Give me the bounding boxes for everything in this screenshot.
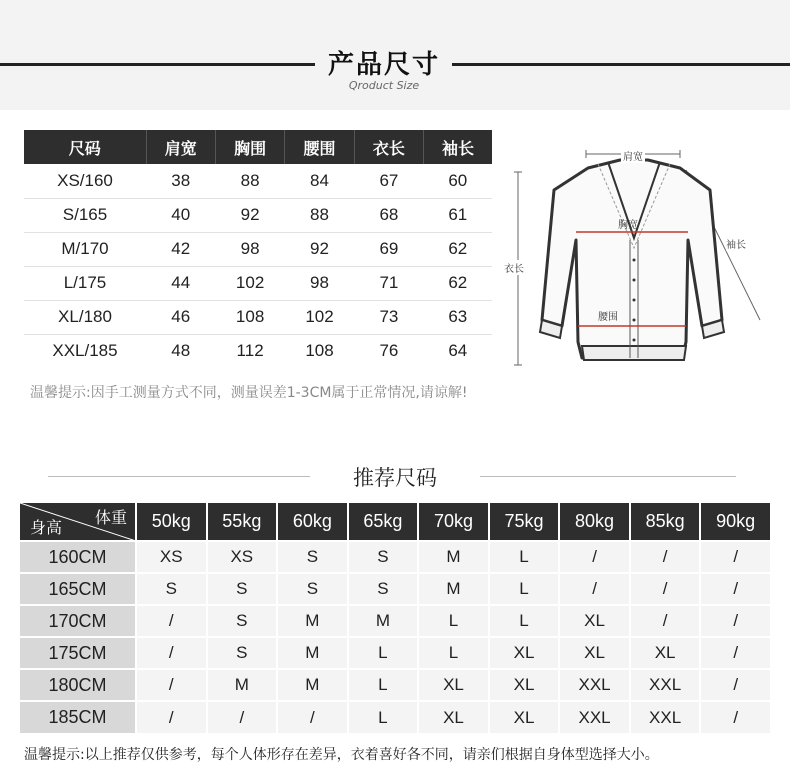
recommend-size-cell: XS	[136, 541, 207, 573]
header-rule-right	[452, 63, 790, 66]
recommend-rule-right	[480, 476, 736, 477]
recommend-size-cell: /	[700, 541, 771, 573]
size-table-cell: 67	[354, 164, 423, 198]
size-table-cell: 84	[285, 164, 354, 198]
size-table	[24, 130, 492, 368]
recommend-size-cell: /	[700, 637, 771, 669]
recommend-weight-header: 90kg	[700, 503, 771, 541]
recommend-size-cell: /	[630, 605, 701, 637]
recommend-size-cell: M	[277, 605, 348, 637]
size-table-row	[24, 334, 492, 368]
recommend-size-cell: L	[348, 669, 419, 701]
recommend-size-cell: XL	[489, 637, 560, 669]
recommend-size-cell: /	[136, 701, 207, 733]
diagram-label-length: 衣长	[504, 260, 524, 275]
recommend-size-cell: XL	[418, 669, 489, 701]
size-table-cell: 38	[146, 164, 215, 198]
size-table-cell: 62	[424, 232, 492, 266]
recommend-size-cell: /	[630, 541, 701, 573]
recommend-size-cell: /	[700, 573, 771, 605]
recommend-size-cell: M	[277, 637, 348, 669]
recommend-size-cell: XL	[559, 605, 630, 637]
recommend-size-cell: L	[489, 573, 560, 605]
recommend-size-cell: XXL	[630, 669, 701, 701]
recommend-size-cell: /	[136, 669, 207, 701]
recommend-weight-header: 60kg	[277, 503, 348, 541]
size-table-cell: 73	[354, 300, 423, 334]
sweater-illustration	[500, 130, 770, 380]
diagram-label-sleeve: 袖长	[726, 236, 746, 251]
recommend-header-row	[20, 503, 771, 541]
size-table-row	[24, 232, 492, 266]
size-table-cell: M/170	[24, 232, 146, 266]
recommend-size-cell: L	[489, 605, 560, 637]
recommend-row	[20, 669, 771, 701]
size-table-header: 衣长	[354, 130, 423, 164]
recommend-table	[20, 503, 772, 733]
size-table-cell: 69	[354, 232, 423, 266]
recommend-row	[20, 637, 771, 669]
recommend-size-cell: L	[348, 637, 419, 669]
size-table-cell: 108	[215, 300, 284, 334]
corner-weight-label: 体重	[94, 510, 127, 527]
size-table-cell: 102	[215, 266, 284, 300]
header	[0, 0, 790, 110]
recommend-size-cell: XL	[418, 701, 489, 733]
size-table-cell: S/165	[24, 198, 146, 232]
size-table-cell: L/175	[24, 266, 146, 300]
size-table-cell: 62	[424, 266, 492, 300]
recommend-size-cell: S	[277, 541, 348, 573]
size-table-cell: 88	[215, 164, 284, 198]
recommend-height-cell: 175CM	[20, 637, 136, 669]
recommend-rule-left	[48, 476, 310, 477]
size-table-cell: 76	[379, 341, 399, 361]
size-table-cell: 48	[171, 341, 191, 361]
recommend-weight-header: 65kg	[348, 503, 419, 541]
size-table-cell: 61	[424, 198, 492, 232]
recommend-size-cell: M	[418, 573, 489, 605]
recommend-row	[20, 701, 771, 733]
size-table-cell: XS/160	[24, 164, 146, 198]
recommend-size-cell: XL	[489, 701, 560, 733]
recommend-size-cell: L	[418, 605, 489, 637]
recommend-weight-header: 55kg	[207, 503, 278, 541]
recommend-size-cell: XXL	[559, 701, 630, 733]
size-table-row	[24, 300, 492, 334]
recommend-size-cell: L	[348, 701, 419, 733]
size-table-cell: 92	[285, 232, 354, 266]
measurement-note: 温馨提示:因手工测量方式不同，测量误差1-3CM属于正常情况,请谅解!	[30, 385, 468, 401]
recommend-weight-header: 50kg	[136, 503, 207, 541]
recommend-row	[20, 605, 771, 637]
recommend-size-cell: XS	[207, 541, 278, 573]
size-table-cell: 46	[146, 300, 215, 334]
recommend-weight-header: 70kg	[418, 503, 489, 541]
size-table-header: 肩宽	[146, 130, 215, 164]
size-table-cell: 68	[354, 198, 423, 232]
recommend-size-cell: S	[348, 573, 419, 605]
size-table-cell: 63	[424, 300, 492, 334]
recommend-size-cell: /	[700, 605, 771, 637]
size-table-cell: 98	[215, 232, 284, 266]
recommend-size-cell: /	[207, 701, 278, 733]
recommend-size-cell: XXL	[630, 701, 701, 733]
recommend-size-cell: M	[348, 605, 419, 637]
diagram-label-shoulder: 肩宽	[621, 148, 645, 163]
recommend-corner-cell	[20, 503, 136, 541]
size-table-cell: 40	[146, 198, 215, 232]
recommend-height-cell: 165CM	[20, 573, 136, 605]
size-table-cell: 88	[285, 198, 354, 232]
size-table-cell: 108	[305, 341, 334, 361]
size-table-header: 袖长	[424, 130, 492, 164]
size-table-cell: 42	[146, 232, 215, 266]
size-table-cell: 60	[424, 164, 492, 198]
recommend-height-cell: 160CM	[20, 541, 136, 573]
page-subtitle: Qroduct Size	[348, 79, 420, 92]
recommend-size-cell: XL	[630, 637, 701, 669]
page-title: 产品尺寸	[327, 50, 440, 80]
recommend-title: 推荐尺码	[353, 466, 437, 490]
recommend-row	[20, 541, 771, 573]
recommend-size-cell: S	[348, 541, 419, 573]
size-table-header: 胸围	[215, 130, 284, 164]
recommend-note: 温馨提示:以上推荐仅供参考，每个人体形存在差异，衣着喜好各不同，请亲们根据自身体型选择大小。	[24, 747, 659, 763]
recommend-size-cell: M	[418, 541, 489, 573]
size-table-header-row	[24, 130, 492, 164]
recommend-size-cell: XL	[559, 637, 630, 669]
recommend-size-cell: /	[700, 669, 771, 701]
recommend-size-cell: /	[559, 573, 630, 605]
size-table-cell: 71	[354, 266, 423, 300]
recommend-height-cell: 170CM	[20, 605, 136, 637]
recommend-weight-header: 85kg	[630, 503, 701, 541]
recommend-height-cell: 180CM	[20, 669, 136, 701]
recommend-size-cell: M	[277, 669, 348, 701]
recommend-size-cell: XXL	[559, 669, 630, 701]
recommend-size-cell: /	[136, 605, 207, 637]
sweater-diagram	[500, 130, 770, 380]
recommend-size-cell: M	[207, 669, 278, 701]
recommend-size-cell: L	[489, 541, 560, 573]
diagram-label-chest: 胸宽	[618, 220, 638, 231]
recommend-size-cell: /	[559, 541, 630, 573]
corner-height-label: 身高	[30, 520, 63, 537]
header-rule-left	[0, 63, 315, 66]
recommend-size-cell: S	[207, 637, 278, 669]
recommend-weight-header: 80kg	[559, 503, 630, 541]
size-table-header: 腰围	[285, 130, 354, 164]
recommend-size-cell: S	[277, 573, 348, 605]
recommend-height-cell: 185CM	[20, 701, 136, 733]
recommend-size-cell: /	[700, 701, 771, 733]
size-table-cell: 98	[285, 266, 354, 300]
recommend-row	[20, 573, 771, 605]
recommend-size-cell: L	[418, 637, 489, 669]
recommend-size-cell: /	[277, 701, 348, 733]
recommend-size-cell: S	[207, 573, 278, 605]
size-table-cell: 112	[236, 341, 264, 361]
size-table-cell: XL/180	[24, 300, 146, 334]
size-table-cell: 92	[215, 198, 284, 232]
recommend-size-cell: /	[630, 573, 701, 605]
size-table-cell: XXL/185	[52, 341, 118, 361]
diagram-label-waist: 腰围	[598, 312, 618, 323]
recommend-size-cell: XL	[489, 669, 560, 701]
size-table-cell: 64	[448, 341, 468, 361]
size-table-row	[24, 164, 492, 198]
recommend-size-cell: /	[136, 637, 207, 669]
size-table-row	[24, 266, 492, 300]
size-table-row	[24, 198, 492, 232]
recommend-weight-header: 75kg	[489, 503, 560, 541]
size-table-cell: 44	[146, 266, 215, 300]
size-table-header: 尺码	[24, 130, 146, 164]
size-table-cell: 102	[285, 300, 354, 334]
recommend-size-cell: S	[136, 573, 207, 605]
recommend-size-cell: S	[207, 605, 278, 637]
